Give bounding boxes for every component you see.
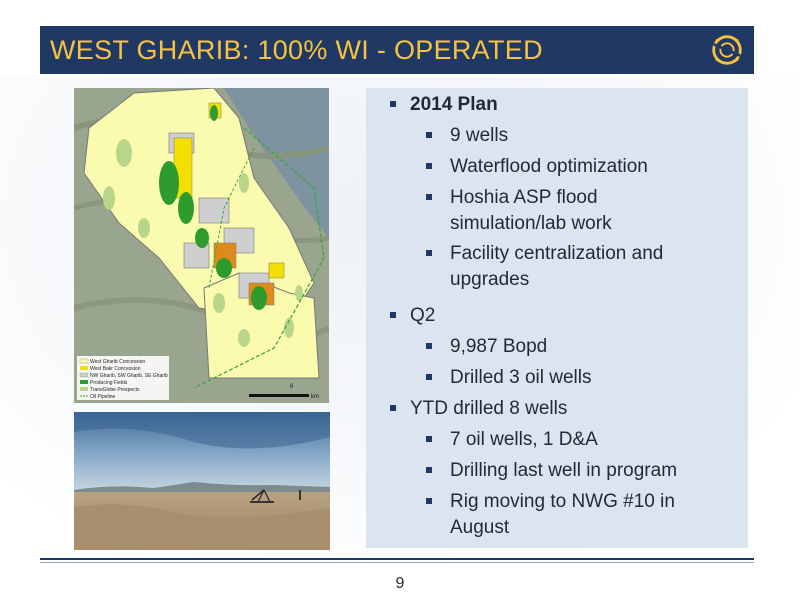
bullet-marker [426, 163, 432, 169]
legend-item: West Gharib Concession [90, 359, 146, 365]
bullet-item: Drilled 3 oil wells [450, 367, 592, 388]
bullet-marker [390, 312, 396, 318]
footer-divider-thin [40, 562, 754, 563]
bullet-item: Facility centralization and [450, 243, 664, 264]
bullet-marker [426, 250, 432, 256]
scale-unit: km [311, 394, 319, 400]
bullet-item-continuation: upgrades [450, 269, 530, 290]
bullet-marker [426, 374, 432, 380]
legend-item: TransGlobe Prospects [90, 387, 140, 393]
bullet-item: 9 wells [450, 125, 509, 146]
bullet-marker [390, 101, 396, 107]
photo-graphic [74, 412, 330, 550]
bullet-item: Rig moving to NWG #10 in [450, 491, 675, 512]
bullet-item: Waterflood optimization [450, 156, 648, 177]
bullet-item: Hoshia ASP flood [450, 187, 598, 208]
company-logo [708, 31, 746, 69]
bullet-item: Drilling last well in program [450, 460, 678, 481]
bullet-marker [426, 194, 432, 200]
bullet-item-continuation: simulation/lab work [450, 213, 612, 234]
bullet-marker [426, 467, 432, 473]
bullet-item: Q2 [410, 305, 436, 326]
page-number: 9 [395, 575, 405, 592]
oilfield-photo [74, 412, 330, 550]
slide-title: WEST GHARIB: 100% WI - OPERATED [50, 35, 543, 65]
title-bar [40, 26, 754, 74]
bullet-item: YTD drilled 8 wells [410, 398, 568, 419]
bullet-marker [390, 405, 396, 411]
bullet-item: 7 oil wells, 1 D&A [450, 429, 598, 450]
bullet-item-continuation: August [450, 517, 510, 538]
legend-item: West Bakr Concession [90, 366, 141, 372]
scale-bar [249, 394, 309, 397]
bullet-marker [426, 436, 432, 442]
legend-item: NW Gharib, SW Gharib, SE Gharib [90, 373, 168, 379]
bullet-marker [426, 498, 432, 504]
legend-item: Oil Pipeline [90, 394, 116, 400]
bullet-item: 2014 Plan [410, 94, 498, 115]
concession-map [74, 88, 329, 403]
footer-divider [40, 558, 754, 560]
map-graphic [74, 88, 329, 403]
bullet-item: 9,987 Bopd [450, 336, 548, 357]
scale-value: 6 [290, 384, 294, 390]
bullet-marker [426, 343, 432, 349]
bullet-marker [426, 132, 432, 138]
legend-item: Producing Fields [90, 380, 128, 386]
